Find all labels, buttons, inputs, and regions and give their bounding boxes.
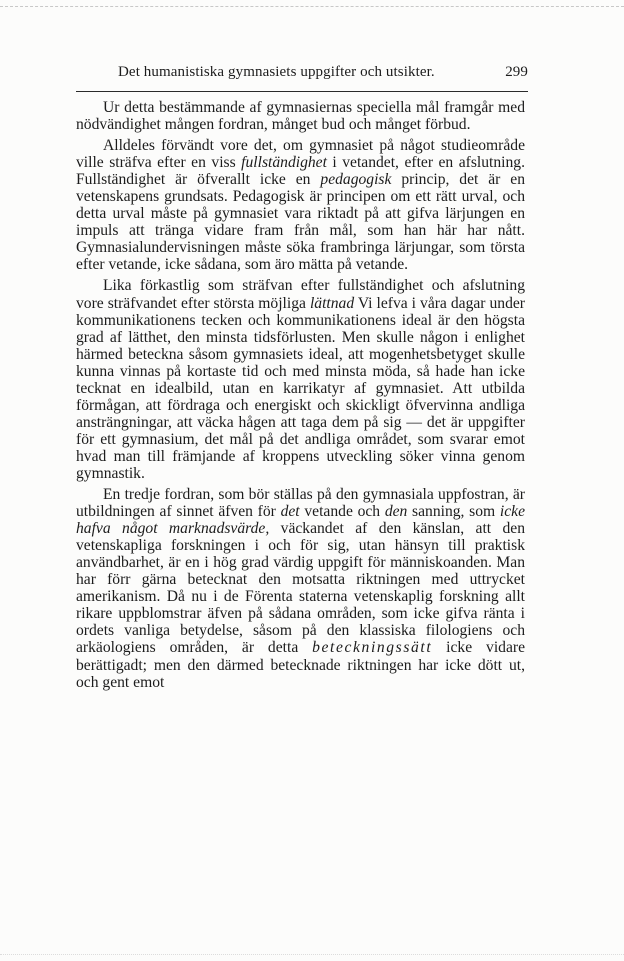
paragraph-4-text-c: sanning, som bbox=[407, 503, 500, 521]
emphasis-fullstandighet: fullständighet bbox=[241, 154, 327, 172]
header-rule bbox=[76, 91, 528, 92]
running-title: Det humanistiska gymnasiets uppgifter och utsikter. bbox=[118, 64, 435, 80]
paragraph-3-text-b: Vi lefva i våra dagar under kommunikationens tecken och kommunikationens ideal är den högsta grad af lätthet, den minsta tidsförlusten. Men skulle någon i enlighet härmed beteckna såsom gymnasiets ideal, att mogenhetsbetyget skulle kunna vinnas på kortaste tid och med minsta möda, så hade han icke tecknat en idealbild, utan en karrikatyr af gymnasiet. Att utbilda förmågan, att fördraga och energiskt och skickligt öfvervinna andliga ansträngningar, att väcka hågen att taga dem på sig — det är uppgifter för ett gymnasium, det mål på det andliga området, som svarar emot hvad man till främjande af kroppens utveckling söker vinna genom gymnastik. bbox=[76, 294, 526, 482]
paragraph-4-text-d: väckandet af den känslan, att den vetenskapliga forskningen i och för sig, utan hänsyn till praktisk användbarhet, är en i hög grad värdig uppgift för människoanden. Man har förr gärna betecknat den motsatta riktningen med uttrycket amerikanism. Då nu i de Förenta staterna vetenskaplig forskning allt rikare uppblomstrar äfven på sådana områden, som icke gifva ränta i ordets vanliga betydelse, såsom på den klassiska filologiens och arkäologiens områden, är detta bbox=[76, 520, 526, 657]
paragraph-4 bbox=[76, 486, 525, 691]
emphasis-det: det bbox=[280, 503, 300, 521]
paragraph-3 bbox=[76, 277, 525, 482]
emphasis-marknadsvarde: icke hafva något marknadsvärde, bbox=[76, 503, 525, 538]
emphasis-beteckningssatt: beteckningssätt bbox=[312, 639, 433, 657]
emphasis-lattnad: lättnad bbox=[309, 294, 355, 312]
body-text bbox=[76, 99, 525, 691]
paragraph-2-text-b: i vetandet, efter en afslutning. Fullständighet är öfverallt icke en bbox=[76, 154, 525, 189]
emphasis-den: den bbox=[384, 503, 408, 521]
paragraph-1 bbox=[76, 99, 525, 133]
scan-edge-bottom bbox=[0, 954, 624, 955]
emphasis-pedagogisk: pedagogisk bbox=[320, 171, 392, 189]
paragraph-4-text-a: En tredje fordran, som bör ställas på den gymnasiala uppfostran, är utbildningen af sinnet äfven för bbox=[76, 486, 525, 521]
paragraph-3-text-a: Lika förkastlig som sträfvan efter fullständighet och afslutning vore sträfvandet efter största möjliga bbox=[76, 277, 525, 312]
paragraph-1-text: Ur detta bestämmande af gymnasiernas speciella mål framgår med nödvändighet mången fordran, månget bud och månget förbud. bbox=[76, 99, 525, 134]
scan-edge-top bbox=[0, 6, 624, 7]
paragraph-2-text-a: Alldeles förvändt vore det, om gymnasiet på något studieområde ville sträfva efter en viss bbox=[76, 137, 525, 172]
paragraph-2 bbox=[76, 137, 525, 273]
paragraph-4-text-e: icke vidare berättigadt; men den därmed betecknade riktningen har icke dött ut, och gent emot bbox=[76, 639, 526, 691]
running-head bbox=[78, 64, 528, 88]
paragraph-2-text-c: princip, det är en vetenskapens grundsats. Pedagogisk är principen om ett rätt urval, och detta urval måste på gymnasiet vara riktadt på att gifva lärjungen en impuls att tränga vidare fram från mål, som han här har nått. Gymnasialundervisningen måste söka frambringa lärjungar, som törsta efter vetande, icke sådana, som äro mätta på vetande. bbox=[76, 171, 525, 274]
paragraph-4-text-b: vetande och bbox=[299, 503, 385, 521]
page-number: 299 bbox=[505, 64, 528, 80]
